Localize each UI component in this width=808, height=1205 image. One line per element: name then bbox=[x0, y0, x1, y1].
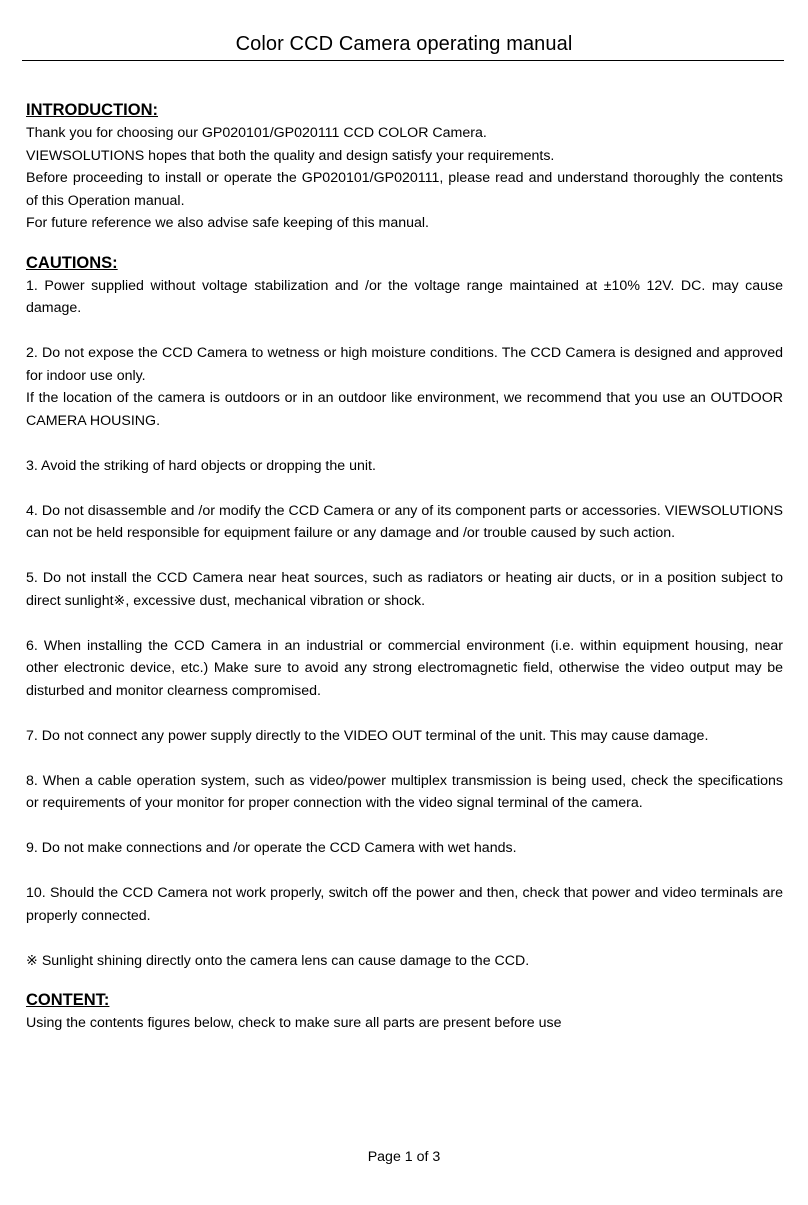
cautions-heading: CAUTIONS: bbox=[26, 253, 118, 272]
content-text: Using the contents figures below, check to make sure all parts are present before use bbox=[26, 1015, 562, 1031]
caution-item: 2. Do not expose the CCD Camera to wetness or high moisture conditions. The CCD Camera is designed and approved for indoor use only. bbox=[26, 345, 783, 384]
spacer bbox=[26, 432, 783, 455]
caution-item: 1. Power supplied without voltage stabilization and /or the voltage range maintained at ±10% 12V. DC. may cause damage. bbox=[26, 277, 783, 316]
spacer bbox=[26, 612, 783, 635]
spacer bbox=[26, 545, 783, 568]
caution-footnote: ※ Sunlight shining directly onto the camera lens can cause damage to the CCD. bbox=[26, 952, 530, 969]
caution-item: 4. Do not disassemble and /or modify the CCD Camera or any of its component parts or accessories. VIEWSOLUTIONS can not be held responsible for equipment failure or any damage and /or trouble caused by such action. bbox=[26, 502, 783, 541]
caution-item: 8. When a cable operation system, such as video/power multiplex transmission is being used, check the specifications or requirements of your monitor for proper connection with the video signal terminal of the camera. bbox=[26, 772, 783, 811]
caution-item: 9. Do not make connections and /or operate the CCD Camera with wet hands. bbox=[26, 840, 517, 856]
spacer bbox=[26, 972, 783, 988]
page-number: Page 1 of 3 bbox=[367, 1149, 441, 1165]
caution-item: 5. Do not install the CCD Camera near heat sources, such as radiators or heating air ducts, or in a position subject to direct sunlight※, excessive dust, mechanical vibration or shock. bbox=[26, 570, 783, 609]
spacer bbox=[26, 927, 783, 950]
caution-item: 3. Avoid the striking of hard objects or dropping the unit. bbox=[26, 457, 376, 474]
spacer bbox=[26, 235, 783, 251]
caution-item: 10. Should the CCD Camera not work properly, switch off the power and then, check that power and video terminals are properly connected. bbox=[26, 885, 783, 924]
introduction-heading: INTRODUCTION: bbox=[26, 101, 158, 119]
intro-line: Before proceeding to install or operate the GP020101/GP020111, please read and understand thoroughly the contents of this Operation manual. bbox=[26, 170, 783, 209]
spacer bbox=[26, 477, 783, 500]
intro-line: For future reference we also advise safe keeping of this manual. bbox=[26, 215, 429, 231]
caution-item: 7. Do not connect any power supply directly to the VIDEO OUT terminal of the unit. This may cause damage. bbox=[26, 727, 709, 744]
intro-line: VIEWSOLUTIONS hopes that both the quality and design satisfy your requirements. bbox=[26, 147, 555, 164]
content-heading: CONTENT: bbox=[26, 991, 110, 1009]
document-body bbox=[26, 98, 783, 1035]
header-divider bbox=[22, 60, 784, 61]
spacer bbox=[26, 860, 783, 883]
intro-line: Thank you for choosing our GP020101/GP020111 CCD COLOR Camera. bbox=[26, 125, 487, 141]
spacer bbox=[26, 320, 783, 343]
caution-item: If the location of the camera is outdoors or in an outdoor like environment, we recommend that you use an OUTDOOR CAMERA HOUSING. bbox=[26, 390, 783, 429]
spacer bbox=[26, 747, 783, 770]
spacer bbox=[26, 815, 783, 838]
spacer bbox=[26, 702, 783, 725]
page-title: Color CCD Camera operating manual bbox=[235, 33, 573, 55]
caution-item: 6. When installing the CCD Camera in an industrial or commercial environment (i.e. within equipment housing, near other electronic device, etc.) Make sure to avoid any strong electromagnetic field, otherwise the video output may be disturbed and monitor clearness compromised. bbox=[26, 637, 783, 699]
